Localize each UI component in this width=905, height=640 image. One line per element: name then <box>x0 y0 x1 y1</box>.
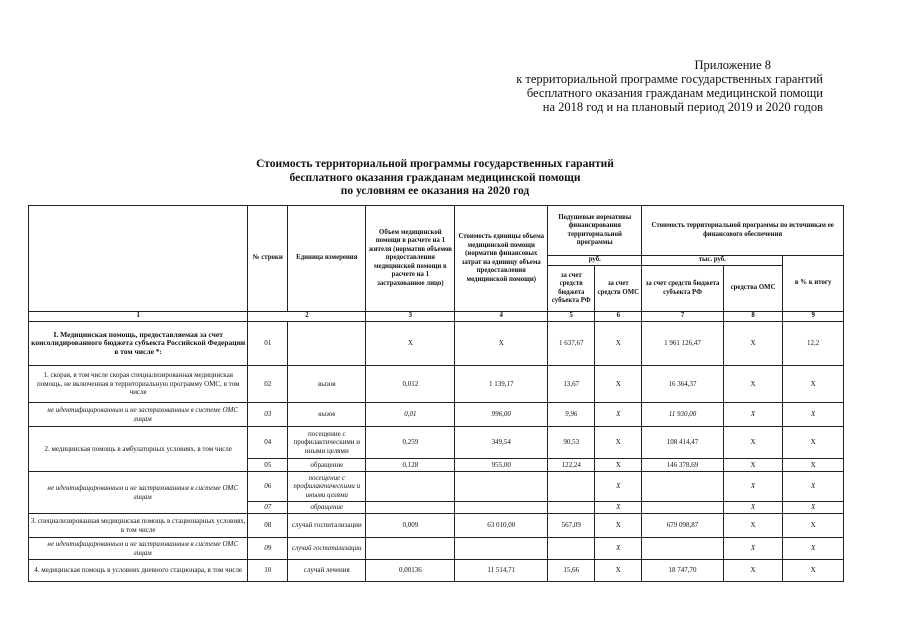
row-pc-budget <box>548 472 595 502</box>
row-number: 07 <box>248 502 288 514</box>
row-total-budget <box>642 538 723 560</box>
col-num: 8 <box>723 312 783 322</box>
row-pc-oms: Х <box>595 322 642 366</box>
row-total-oms: Х <box>723 472 783 502</box>
row-number: 02 <box>248 366 288 403</box>
header-description <box>29 206 248 312</box>
row-total-oms: Х <box>723 322 783 366</box>
row-total-oms: Х <box>723 560 783 582</box>
title-line: по условиям ее оказания на 2020 год <box>340 185 530 197</box>
row-unit: обращение <box>288 459 366 472</box>
row-pct: 12,2 <box>783 322 844 366</box>
header-cost-total: Стоимость территориальной программы по источникам ее финансового обеспечения <box>642 206 844 256</box>
row-unit-cost: 996,00 <box>455 403 548 427</box>
row-volume: 0,259 <box>366 427 455 459</box>
column-numbers-row <box>29 312 844 322</box>
row-label: 4. медицинская помощь в условиях дневного стационара, в том числе <box>29 560 248 582</box>
row-total-budget: 146 378,69 <box>642 459 723 472</box>
title-line: бесплатного оказания гражданам медицинской помощи <box>289 171 581 184</box>
table-row <box>29 427 844 459</box>
row-unit: случай лечения <box>288 560 366 582</box>
row-number: 03 <box>248 403 288 427</box>
row-pc-oms: Х <box>595 459 642 472</box>
row-unit: случай госпитализации <box>288 538 366 560</box>
row-unit <box>288 322 366 366</box>
row-unit-cost: 955,00 <box>455 459 548 472</box>
row-volume <box>366 502 455 514</box>
row-number: 06 <box>248 472 288 502</box>
row-label: не идентифицированным и не застрахованным в системе ОМС лицам <box>29 403 248 427</box>
appendix-line: к территориальной программе государственных гарантий <box>516 72 823 86</box>
row-pct: Х <box>783 403 844 427</box>
row-pc-budget: 122,24 <box>548 459 595 472</box>
header-volume: Объем медицинской помощи в расчете на 1 жителя (норматив объемов предоставления медицинской помощи в расчете на 1 застрахованное лицо) <box>366 206 455 312</box>
row-pct: Х <box>783 514 844 538</box>
table-row <box>29 538 844 560</box>
row-pc-budget <box>548 538 595 560</box>
row-unit-cost: 63 010,00 <box>455 514 548 538</box>
row-volume: 0,00136 <box>366 560 455 582</box>
header-unit-cost: Стоимость единицы объема медицинской помощи (норматив финансовых затрат на единицу объема предоставления медицинской помощи) <box>455 206 548 312</box>
row-pct: Х <box>783 560 844 582</box>
header-budget-rf: за счет средств бюджета субъекта РФ <box>548 266 595 312</box>
title-line: Стоимость территориальной программы государственных гарантий <box>256 158 614 170</box>
row-unit: обращение <box>288 502 366 514</box>
row-number: 04 <box>248 427 288 459</box>
row-total-budget: 1 961 126,47 <box>642 322 723 366</box>
header-pct: в % к итогу <box>783 256 844 312</box>
table-row <box>29 366 844 403</box>
col-num: 3 <box>366 312 455 322</box>
appendix-line: на 2018 год и на плановый период 2019 и 2020 годов <box>542 100 823 114</box>
row-pc-budget: 13,67 <box>548 366 595 403</box>
row-pc-oms: Х <box>595 427 642 459</box>
row-pct: Х <box>783 538 844 560</box>
row-pc-oms: Х <box>595 560 642 582</box>
row-volume <box>366 472 455 502</box>
row-number: 10 <box>248 560 288 582</box>
row-label: 2. медицинская помощь в амбулаторных условиях, в том числе <box>29 427 248 472</box>
row-total-budget <box>642 472 723 502</box>
col-num: 5 <box>548 312 595 322</box>
appendix-caption <box>493 58 823 114</box>
row-pct: Х <box>783 472 844 502</box>
row-unit: вызов <box>288 403 366 427</box>
row-pc-oms: Х <box>595 514 642 538</box>
row-number: 08 <box>248 514 288 538</box>
row-unit-cost: 349,54 <box>455 427 548 459</box>
header-budget-rf-total: за счет средств бюджета субъекта РФ <box>642 266 723 312</box>
row-unit: случай госпитализации <box>288 514 366 538</box>
row-pc-oms: Х <box>595 502 642 514</box>
row-unit-cost <box>455 538 548 560</box>
row-label: не идентифицированным и не застрахованным в системе ОМС лицам <box>29 472 248 514</box>
row-unit-cost: 1 139,17 <box>455 366 548 403</box>
header-oms: за счет средств ОМС <box>595 266 642 312</box>
row-pct: Х <box>783 427 844 459</box>
col-num: 1 <box>29 312 248 322</box>
row-pc-budget: 567,09 <box>548 514 595 538</box>
row-pc-budget: 15,66 <box>548 560 595 582</box>
row-unit-cost <box>455 472 548 502</box>
row-unit-cost <box>455 502 548 514</box>
row-volume: 0,128 <box>366 459 455 472</box>
row-volume: 0,009 <box>366 514 455 538</box>
row-total-oms: Х <box>723 502 783 514</box>
row-pc-budget: 90,53 <box>548 427 595 459</box>
row-total-oms: Х <box>723 538 783 560</box>
table-row <box>29 472 844 502</box>
header-per-capita-unit: руб. <box>548 256 642 266</box>
row-total-budget: 679 098,87 <box>642 514 723 538</box>
row-pc-oms: Х <box>595 403 642 427</box>
row-unit: посещение с профилактическими и иными целями <box>288 472 366 502</box>
row-label: 1. скорая, в том числе скорая специализированная медицинская помощь, не включенная в территориальную программу ОМС, в том числе <box>29 366 248 403</box>
row-total-budget: 16 364,37 <box>642 366 723 403</box>
row-unit-cost: Х <box>455 322 548 366</box>
row-volume <box>366 538 455 560</box>
header-per-capita: Подушевые нормативы финансирования территориальной программы <box>548 206 642 256</box>
row-pct: Х <box>783 459 844 472</box>
row-pc-oms: Х <box>595 472 642 502</box>
row-volume: 0,012 <box>366 366 455 403</box>
header-cost-unit: тыс. руб. <box>642 256 783 266</box>
row-unit: посещение с профилактическими и иными целями <box>288 427 366 459</box>
row-number: 01 <box>248 322 288 366</box>
row-number: 05 <box>248 459 288 472</box>
header-row-no: № строки <box>248 206 288 312</box>
row-pct: Х <box>783 502 844 514</box>
row-unit-cost: 11 514,71 <box>455 560 548 582</box>
row-pc-budget: 1 637,67 <box>548 322 595 366</box>
table-row <box>29 403 844 427</box>
cost-table <box>28 205 844 582</box>
row-volume: Х <box>366 322 455 366</box>
row-label: 3. специализированная медицинская помощь в стационарных условиях, в том числе <box>29 514 248 538</box>
header-oms-total: средства ОМС <box>723 266 783 312</box>
table-row <box>29 514 844 538</box>
row-label: I. Медицинская помощь, предоставляемая за счет консолидированного бюджета субъекта Российской Федерации в том числе *: <box>29 322 248 366</box>
row-total-oms: Х <box>723 403 783 427</box>
col-num: 9 <box>783 312 844 322</box>
row-total-oms: Х <box>723 514 783 538</box>
row-total-budget <box>642 502 723 514</box>
col-num: 4 <box>455 312 548 322</box>
row-pc-oms: Х <box>595 366 642 403</box>
col-num: 6 <box>595 312 642 322</box>
col-num: 2 <box>248 312 366 322</box>
row-total-budget: 108 414,47 <box>642 427 723 459</box>
row-unit: вызов <box>288 366 366 403</box>
table-row <box>29 322 844 366</box>
row-total-oms: Х <box>723 459 783 472</box>
row-pc-oms: Х <box>595 538 642 560</box>
table-row <box>29 560 844 582</box>
row-total-budget: 18 747,70 <box>642 560 723 582</box>
row-pct: Х <box>783 366 844 403</box>
row-pc-budget: 9,96 <box>548 403 595 427</box>
appendix-line: бесплатного оказания гражданам медицинской помощи <box>526 86 823 100</box>
row-label: не идентифицированным и не застрахованным в системе ОМС лицам <box>29 538 248 560</box>
row-number: 09 <box>248 538 288 560</box>
col-num: 7 <box>642 312 723 322</box>
row-total-oms: Х <box>723 427 783 459</box>
row-total-budget: 11 930,00 <box>642 403 723 427</box>
appendix-number: Приложение 8 <box>694 58 771 72</box>
row-volume: 0,01 <box>366 403 455 427</box>
row-pc-budget <box>548 502 595 514</box>
row-total-oms: Х <box>723 366 783 403</box>
document-title <box>235 158 635 199</box>
header-unit: Единица измерения <box>288 206 366 312</box>
